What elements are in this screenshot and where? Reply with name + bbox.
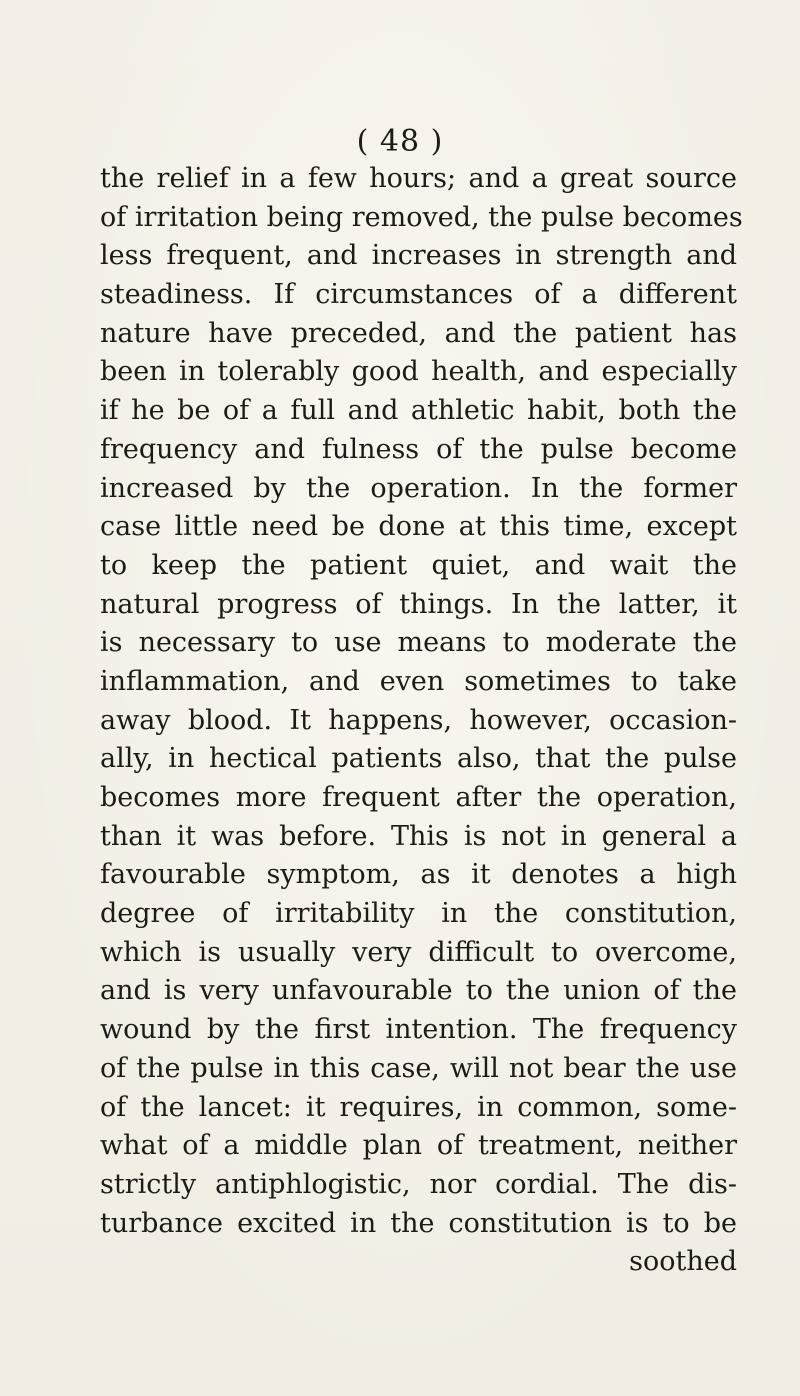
text-line: and is very unfavourable to the union of the — [100, 975, 737, 1007]
body-text — [100, 160, 743, 1282]
text-line: of irritation being removed, the pulse becomes — [100, 201, 743, 233]
text-line: natural progress of things. In the latter, it — [100, 588, 737, 620]
text-line: favourable symptom, as it denotes a high — [100, 859, 737, 891]
text-line: ally, in hectical patients also, that the pulse — [100, 743, 737, 775]
text-line: turbance excited in the constitution is to be — [100, 1207, 737, 1239]
text-line: is necessary to use means to moderate the — [100, 627, 737, 659]
text-line: been in tolerably good health, and especially — [100, 356, 737, 388]
text-line: of the pulse in this case, will not bear the use — [100, 1052, 737, 1084]
catchword: soothed — [629, 1246, 737, 1278]
text-line: if he be of a full and athletic habit, both the — [100, 395, 737, 427]
text-line: case little need be done at this time, except — [100, 511, 737, 543]
text-line: away blood. It happens, however, occasion- — [100, 704, 737, 736]
text-line: strictly antiphlogistic, nor cordial. The dis- — [100, 1168, 737, 1200]
text-line: than it was before. This is not in general a — [100, 820, 737, 852]
text-line: less frequent, and increases in strength and — [100, 240, 737, 272]
text-line: what of a middle plan of treatment, neither — [100, 1130, 737, 1162]
text-line: to keep the patient quiet, and wait the — [100, 549, 737, 581]
text-line: frequency and fulness of the pulse become — [100, 433, 737, 465]
text-line: increased by the operation. In the former — [100, 472, 737, 504]
text-line: steadiness. If circumstances of a different — [100, 279, 737, 311]
text-line: nature have preceded, and the patient has — [100, 317, 737, 349]
text-line: becomes more frequent after the operation, — [100, 782, 737, 813]
text-line: degree of irritability in the constitution, — [100, 898, 737, 930]
text-line: wound by the first intention. The frequency — [100, 1014, 737, 1046]
text-line: of the lancet: it requires, in common, some- — [100, 1091, 737, 1123]
text-line: inflammation, and even sometimes to take — [100, 665, 737, 697]
page-number: ( 48 ) — [356, 124, 444, 159]
text-line: the relief in a few hours; and a great source — [100, 163, 737, 194]
text-line: which is usually very difficult to overcome, — [100, 936, 737, 968]
